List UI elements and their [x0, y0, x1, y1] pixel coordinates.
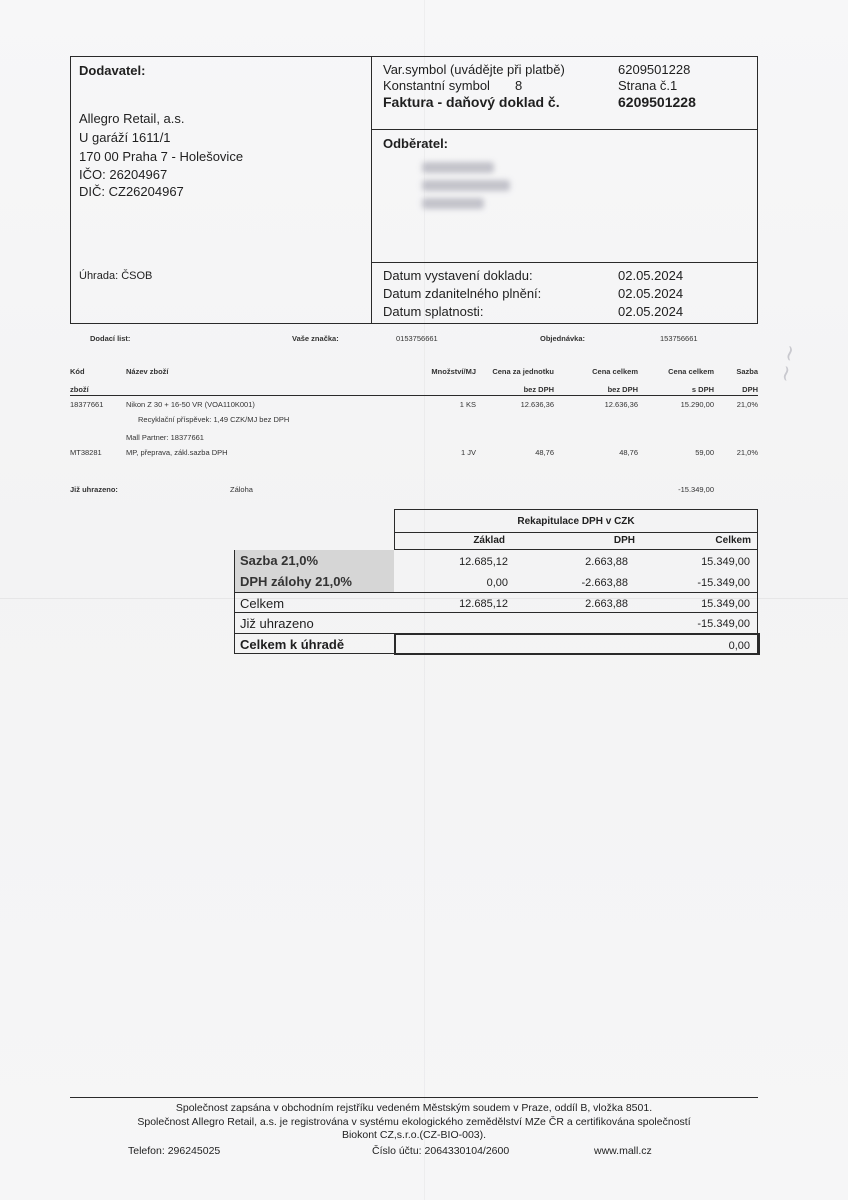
paid-type: Záloha — [230, 485, 253, 494]
taxable-date-value: 02.05.2024 — [618, 286, 684, 301]
recap-row-base: 12.685,12 — [459, 598, 508, 610]
order-value: 153756661 — [660, 334, 698, 343]
var-symbol-label: Var.symbol (uvádějte při platbě) — [383, 62, 565, 77]
col-rate: Sazba — [736, 367, 758, 376]
amount-due-value: 0,00 — [728, 640, 750, 652]
item-partner: Mall Partner: 18377661 — [126, 433, 204, 442]
recap-row-base: 0,00 — [486, 577, 508, 589]
issue-date-value: 02.05.2024 — [618, 268, 684, 283]
header-divider — [70, 395, 758, 396]
item-code: MT38281 — [70, 448, 102, 457]
var-symbol-value: 6209501228 — [618, 62, 691, 77]
item-total-inc: 15.290,00 — [680, 400, 714, 409]
document-info-box — [371, 56, 758, 130]
supplier-dic: DIČ: CZ26204967 — [79, 184, 184, 199]
col-total-ex-2: bez DPH — [607, 385, 638, 394]
item-unit-price: 12.636,36 — [520, 400, 554, 409]
col-total-inc-2: s DPH — [691, 385, 714, 394]
footer-certifier: Biokont CZ,s.r.o.(CZ-BIO-003). — [341, 1129, 487, 1141]
recap-paid-label: Již uhrazeno — [240, 616, 314, 631]
redacted-customer-name — [422, 162, 494, 173]
paid-value: -15.349,00 — [678, 485, 714, 494]
order-label: Objednávka: — [540, 334, 586, 343]
recap-col-total: Celkem — [715, 535, 751, 546]
footer-account: Číslo účtu: 2064330104/2600 — [372, 1145, 510, 1157]
col-total-inc: Cena celkem — [668, 367, 714, 376]
item-total-ex: 48,76 — [619, 448, 638, 457]
due-date-value: 02.05.2024 — [618, 304, 684, 319]
item-name: Nikon Z 30 + 16-50 VR (VOA110K001) — [126, 400, 255, 409]
supplier-heading: Dodavatel: — [79, 63, 146, 78]
due-date-label: Datum splatnosti: — [383, 304, 484, 319]
dates-box — [371, 262, 758, 324]
col-code: Kód — [70, 367, 85, 376]
issue-date-label: Datum vystavení dokladu: — [383, 268, 533, 283]
col-total-ex: Cena celkem — [592, 367, 638, 376]
recap-row-total: 15.349,00 — [701, 556, 750, 568]
footer-registration: Společnost zapsána v obchodním rejstříku vedeném Městským soudem v Praze, oddíl B, vložka 8501. — [175, 1102, 653, 1114]
item-name: MP, přeprava, zákl.sazba DPH — [126, 448, 228, 457]
recap-row-vat: 2.663,88 — [585, 598, 628, 610]
recap-row-total: 15.349,00 — [701, 598, 750, 610]
recap-left-border — [234, 550, 235, 654]
col-qty: Množství/MJ — [431, 367, 476, 376]
col-rate-2: DPH — [742, 385, 758, 394]
supplier-city: 170 00 Praha 7 - Holešovice — [79, 149, 244, 164]
supplier-street: U garáží 1611/1 — [79, 130, 171, 145]
supplier-name: Allegro Retail, a.s. — [79, 111, 185, 126]
const-symbol-value: 8 — [515, 78, 523, 93]
recap-row-label: Sazba 21,0% — [240, 553, 319, 568]
item-unit-price: 48,76 — [535, 448, 554, 457]
taxable-date-label: Datum zdanitelného plnění: — [383, 286, 542, 301]
supplier-box — [70, 56, 372, 324]
document-number: 6209501228 — [618, 94, 696, 110]
recap-bottom-border — [234, 653, 394, 654]
item-rate: 21,0% — [736, 400, 758, 409]
footer-phone: Telefon: 296245025 — [128, 1145, 221, 1157]
const-symbol-label: Konstantní symbol — [383, 78, 490, 93]
item-qty: 1 KS — [459, 400, 476, 409]
recap-col-vat: DPH — [613, 535, 635, 546]
recap-row-total: -15.349,00 — [697, 577, 750, 589]
document-title: Faktura - daňový doklad č. — [383, 94, 560, 110]
col-name: Název zboží — [126, 367, 169, 376]
item-qty: 1 JV — [460, 448, 476, 457]
amount-due-label: Celkem k úhradě — [240, 637, 345, 652]
recap-row-label: DPH zálohy 21,0% — [240, 574, 352, 589]
footer-website[interactable]: www.mall.cz — [594, 1145, 652, 1157]
recap-column-header — [394, 532, 758, 550]
recap-title-box — [394, 509, 758, 533]
footer-divider — [70, 1097, 758, 1098]
item-note: Recyklační příspěvek: 1,49 CZK/MJ bez DPH — [138, 415, 290, 424]
footer-certification: Společnost Allegro Retail, a.s. je registrována v systému ekologického zemědělství MZe ČR a certifikována společností — [137, 1116, 691, 1128]
col-unit-price: Cena za jednotku — [492, 367, 554, 376]
supplier-payment: Úhrada: ČSOB — [79, 270, 153, 282]
item-code: 18377661 — [70, 400, 104, 409]
redacted-customer-city — [422, 198, 484, 209]
item-rate: 21,0% — [736, 448, 758, 457]
faint-handwritten-mark: ~~ — [772, 340, 805, 385]
recap-col-base: Základ — [473, 535, 505, 546]
redacted-customer-address — [422, 180, 510, 191]
recap-title: Rekapitulace DPH v CZK — [517, 516, 635, 527]
supplier-ico: IČO: 26204967 — [79, 167, 168, 182]
your-ref-label: Vaše značka: — [292, 334, 339, 343]
amount-due-box — [394, 633, 760, 655]
col-code-2: zboží — [70, 385, 89, 394]
recap-row-base: 12.685,12 — [459, 556, 508, 568]
recap-divider — [234, 612, 758, 613]
your-ref-value: 0153756661 — [396, 334, 438, 343]
page-number: Strana č.1 — [618, 78, 678, 93]
customer-heading: Odběratel: — [383, 136, 449, 151]
recap-row-vat: -2.663,88 — [581, 577, 628, 589]
customer-box — [371, 129, 758, 263]
delivery-note-label: Dodací list: — [90, 334, 131, 343]
item-total-inc: 59,00 — [695, 448, 714, 457]
recap-divider — [234, 592, 758, 593]
recap-row-label: Celkem — [240, 596, 285, 611]
item-total-ex: 12.636,36 — [604, 400, 638, 409]
recap-paid-value: -15.349,00 — [697, 618, 750, 630]
col-unit-price-2: bez DPH — [523, 385, 554, 394]
recap-row-vat: 2.663,88 — [585, 556, 628, 568]
paid-label: Již uhrazeno: — [70, 485, 118, 494]
